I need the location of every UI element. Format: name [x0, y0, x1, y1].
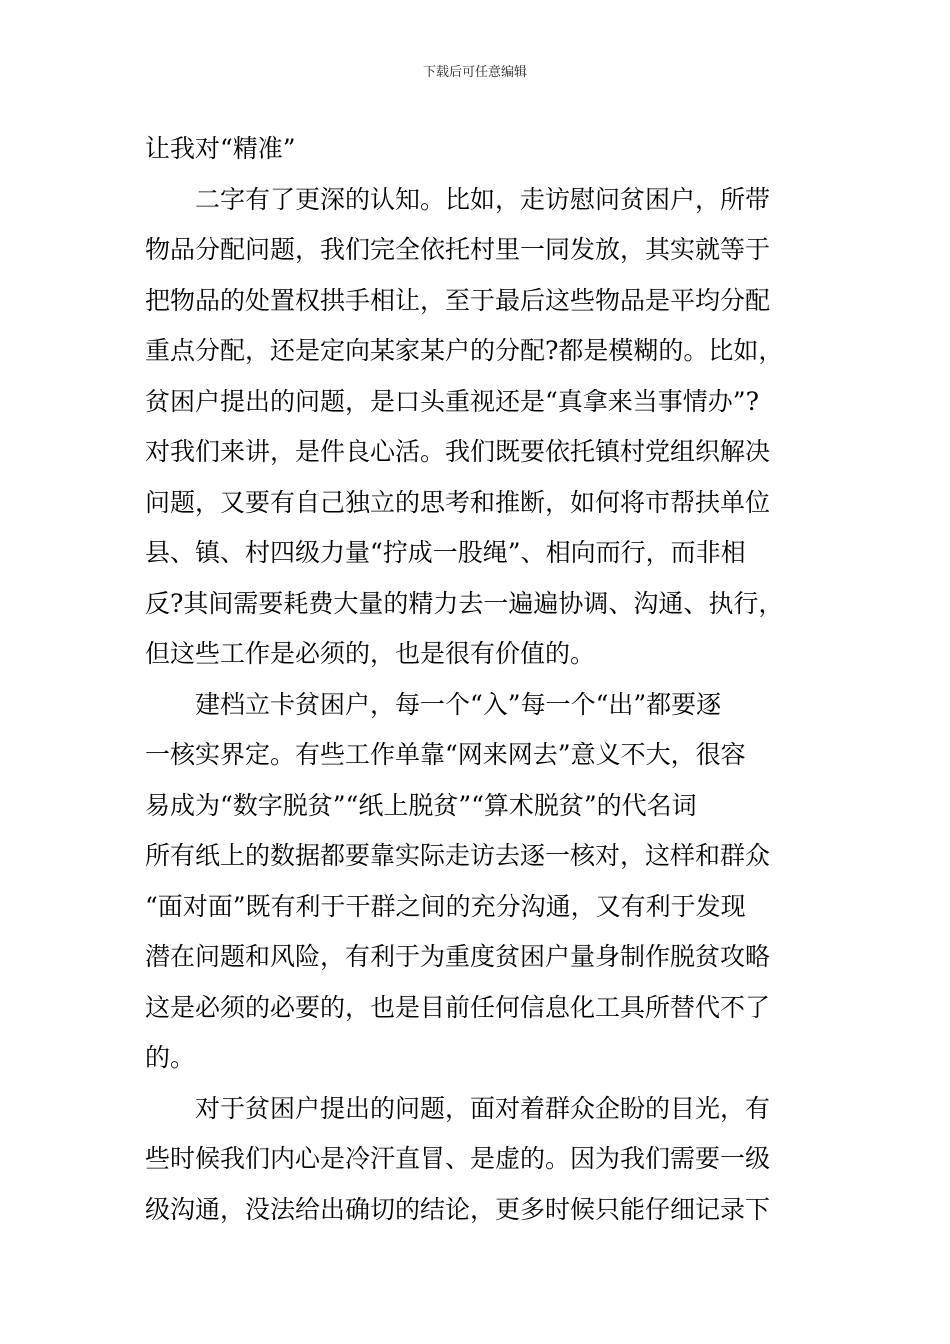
text-line: 县、镇、村四级力量“拧成一股绳”、相向而行，而非相: [145, 538, 746, 567]
text-line: 所有纸上的数据都要靠实际走访去逐一核对，这样和群众: [145, 841, 771, 870]
text-line: 但这些工作是必须的，也是很有价值的。: [145, 639, 596, 668]
text-line: 的。: [145, 1043, 196, 1072]
text-line: 反?其间需要耗费大量的精力去一遍遍协调、沟通、执行，: [145, 588, 784, 618]
text-line: 建档立卡贫困户，每一个“入”每一个“出”都要逐: [195, 689, 722, 719]
text-line: 贫困户提出的问题，是口头重视还是“真拿来当事情办”?: [145, 386, 759, 416]
text-line: 对于贫困户提出的问题，面对着群众企盼的目光，有: [195, 1093, 771, 1123]
text-line: 一核实界定。有些工作单靠“网来网去”意义不大，很容: [145, 740, 746, 769]
document-body: [145, 124, 810, 1235]
text-line: 重点分配，还是定向某家某户的分配?都是模糊的。比如，: [145, 336, 784, 365]
page-header: 下载后可任意编辑: [422, 65, 527, 80]
text-line: 问题，又要有自己独立的思考和推断，如何将市帮扶单位: [145, 487, 771, 517]
text-line: “面对面”既有利于干群之间的充分沟通，又有利于发现: [145, 891, 746, 921]
text-line: 物品分配问题，我们完全依托村里一同发放，其实就等于: [145, 235, 771, 264]
text-line: 把物品的处置权拱手相让，至于最后这些物品是平均分配: [145, 285, 771, 315]
text-line: 让我对“精准”: [145, 134, 296, 163]
text-line: 易成为“数字脱贫”“纸上脱贫”“算术脱贫”的代名词: [145, 790, 697, 820]
text-line: 潜在问题和风险，有利于为重度贫困户量身制作脱贫攻略: [145, 942, 771, 971]
text-line: 二字有了更深的认知。比如，走访慰问贫困户，所带: [195, 184, 771, 214]
text-line: 级沟通，没法给出确切的结论，更多时候只能仔细记录下: [145, 1194, 771, 1224]
text-line: 这是必须的必要的，也是目前任何信息化工具所替代不了: [145, 992, 771, 1022]
text-line: 对我们来讲，是件良心活。我们既要依托镇村党组织解决: [145, 437, 771, 466]
text-line: 些时候我们内心是冷汗直冒、是虚的。因为我们需要一级: [145, 1144, 771, 1173]
